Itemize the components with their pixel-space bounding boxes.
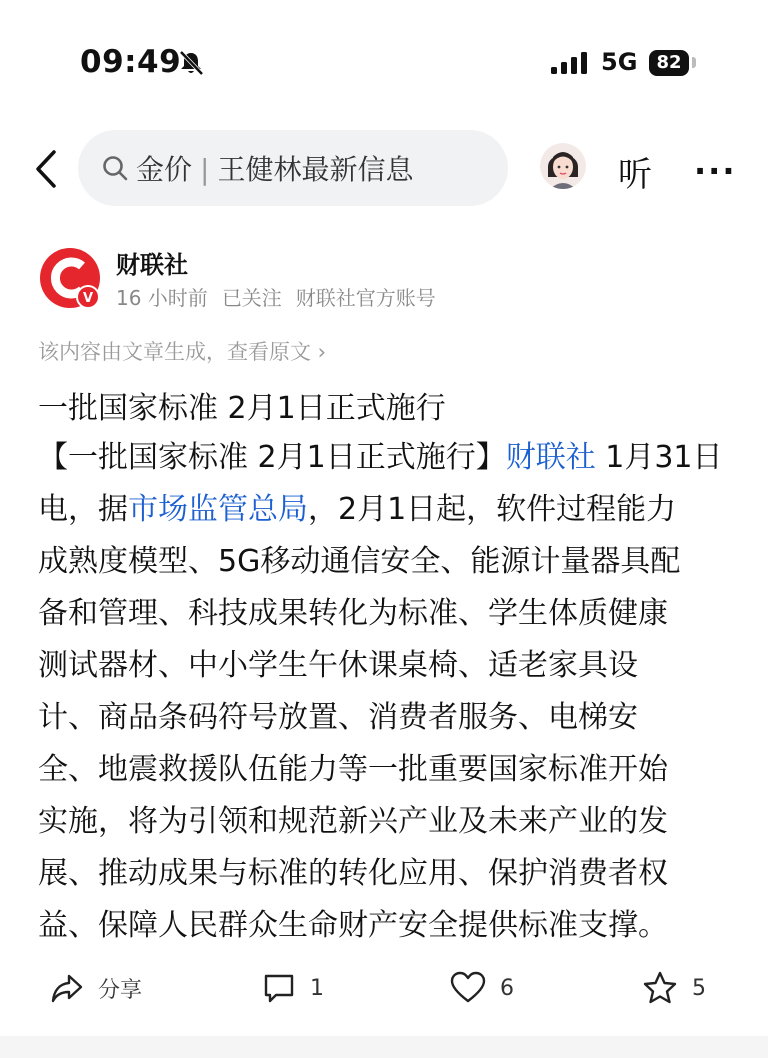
search-icon	[102, 155, 128, 181]
author-logo[interactable]	[38, 246, 102, 310]
body-line: 成熟度模型、5G移动通信安全、能源计量器具配	[38, 544, 681, 579]
comment-button[interactable]	[262, 968, 324, 1008]
author-name[interactable]: 财联社	[116, 251, 188, 279]
share-label: 分享	[98, 977, 143, 1003]
user-avatar[interactable]	[540, 143, 586, 189]
comment-icon	[262, 971, 296, 1005]
bell-muted-icon	[178, 50, 204, 76]
view-original-link[interactable]: 该内容由文章生成，查看原文 ›	[38, 340, 327, 364]
favorite-button[interactable]	[642, 968, 706, 1008]
body-line: 备和管理、科技成果转化为标准、学生体质健康	[38, 596, 668, 631]
verified-badge: V	[82, 291, 94, 306]
body-line: 【一批国家标准 2月1日正式施行】财联社 1月31日	[38, 440, 723, 475]
back-arrow-icon[interactable]	[30, 148, 70, 190]
heart-icon	[450, 971, 486, 1005]
search-query: 王健林最新信息	[217, 153, 414, 186]
source-link[interactable]: 财联社	[505, 440, 596, 475]
share-icon	[50, 971, 84, 1005]
star-icon	[642, 971, 678, 1005]
favorite-count: 5	[692, 975, 706, 1001]
share-button[interactable]	[50, 968, 142, 1008]
body-line: 展、推动成果与标准的转化应用、保护消费者权	[38, 856, 668, 891]
search-prefix: 金价	[136, 153, 193, 186]
body-line: 全、地震救援队伍能力等一批重要国家标准开始	[38, 752, 668, 787]
listen-button[interactable]: 听	[618, 155, 652, 195]
search-separator: |	[200, 153, 210, 186]
status-time: 09:49	[80, 44, 182, 80]
author-meta	[116, 282, 450, 311]
body-line: 测试器材、中小学生午休课桌椅、适老家具设	[38, 648, 638, 683]
battery-icon: 82	[649, 50, 689, 76]
battery-tip	[692, 57, 696, 68]
post-time: 16 小时前	[116, 286, 208, 310]
comment-count: 1	[310, 975, 324, 1001]
like-button[interactable]	[450, 968, 514, 1008]
article-headline: 一批国家标准 2月1日正式施行	[38, 391, 446, 426]
article-body	[38, 432, 733, 952]
like-count: 6	[500, 975, 514, 1001]
signal-icon	[551, 52, 589, 74]
account-type: 财联社官方账号	[295, 286, 436, 310]
search-placeholder	[136, 148, 413, 188]
status-bar	[0, 0, 768, 120]
search-bar[interactable]	[78, 130, 508, 206]
body-line: 电，据市场监管总局，2月1日起，软件过程能力	[38, 492, 677, 527]
body-line: 计、商品条码符号放置、消费者服务、电梯安	[38, 700, 638, 735]
more-menu-button[interactable]: ···	[694, 152, 737, 190]
follow-status[interactable]: 已关注	[221, 286, 282, 310]
agency-link[interactable]: 市场监管总局	[128, 492, 308, 527]
body-line: 实施，将为引领和规范新兴产业及未来产业的发	[38, 804, 668, 839]
network-type: 5G	[601, 48, 638, 76]
bottom-divider	[0, 1036, 768, 1058]
body-line: 益、保障人民群众生命财产安全提供标准支撑。	[38, 908, 668, 943]
